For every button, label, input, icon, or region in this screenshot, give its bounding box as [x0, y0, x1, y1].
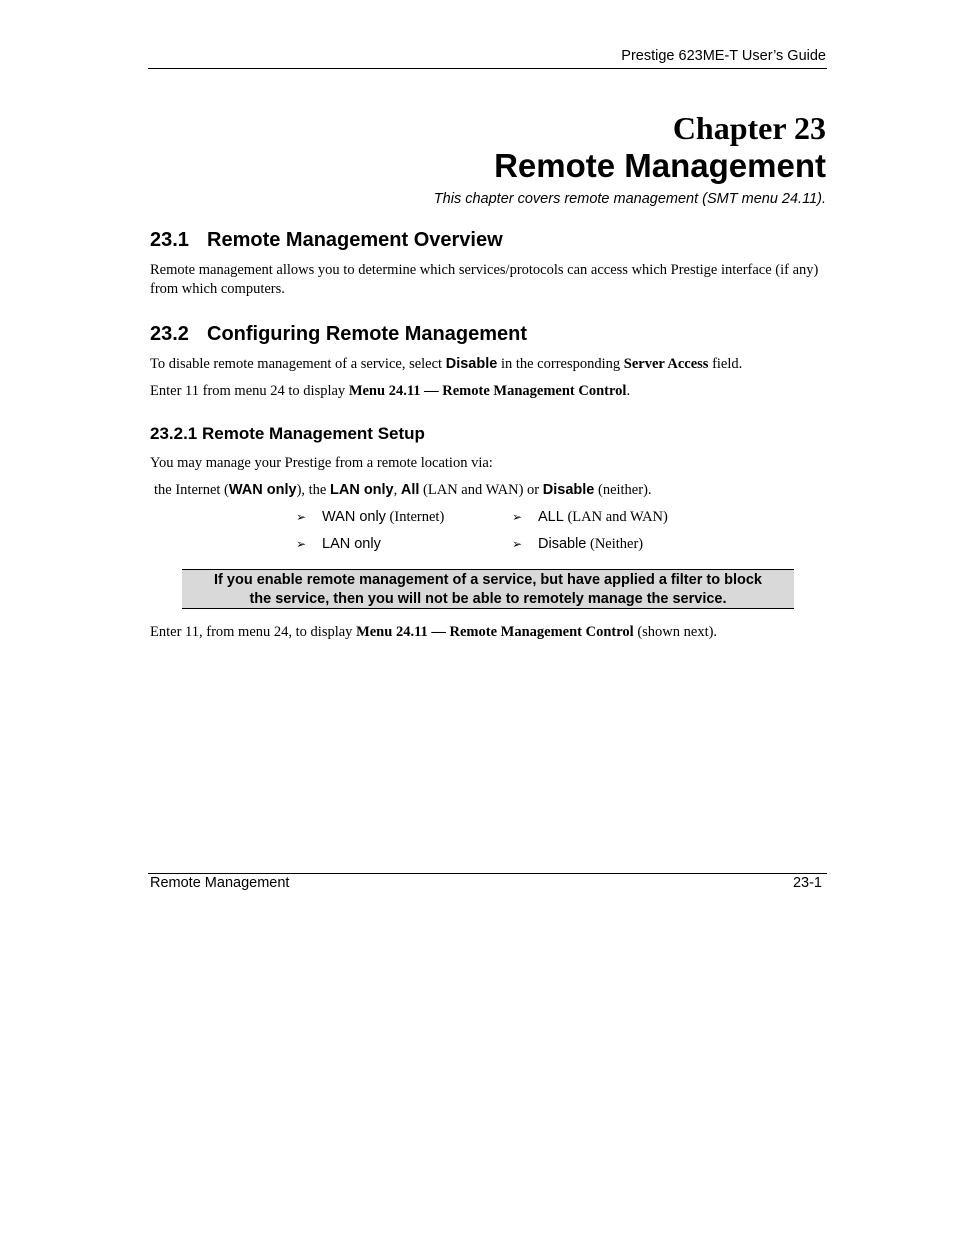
chapter-number: Chapter 23 [672, 110, 826, 146]
arrow-bullet-icon: ➢ [512, 537, 523, 551]
closing-paragraph [150, 623, 826, 642]
option-name: ALL [538, 509, 564, 525]
text-run: (shown next). [633, 624, 718, 640]
options-sentence [154, 481, 830, 500]
ui-term-wan-only: WAN only [228, 482, 297, 498]
section-title: Configuring Remote Management [207, 323, 528, 345]
text-run: the Internet ( [154, 482, 229, 498]
header-rule [148, 68, 827, 69]
arrow-bullet-icon: ➢ [296, 537, 307, 551]
ui-term-disable: Disable [445, 356, 498, 372]
text-run: field. [708, 356, 743, 372]
ui-term-lan-only: LAN only [329, 482, 394, 498]
option-lan-only [296, 536, 381, 553]
note-line-1: If you enable remote management of a service, but have applied a filter to block [214, 572, 762, 588]
option-wan-only [296, 509, 444, 526]
intro-paragraph: You may manage your Prestige from a remote location via: [150, 455, 493, 471]
option-description: (Internet) [385, 509, 445, 525]
option-all [512, 509, 668, 526]
text-run: (LAN and WAN) or [419, 482, 543, 498]
section-title: Remote Management Overview [207, 229, 503, 251]
chapter-subtitle: This chapter covers remote management (SMT menu 24.11). [433, 191, 826, 207]
option-name: LAN only [322, 536, 381, 552]
menu-paragraph [150, 382, 826, 401]
footer-rule [148, 873, 827, 874]
footer-chapter-name: Remote Management [150, 875, 290, 891]
text-run: in the corresponding [497, 356, 624, 372]
text-run: , [393, 482, 401, 498]
menu-reference: Menu 24.11 — Remote Management Control [348, 383, 627, 399]
text-run: Enter 11, from menu 24, to display [150, 624, 357, 640]
arrow-bullet-icon: ➢ [296, 510, 307, 524]
note-line-2: the service, then you will not be able to remotely manage the service. [249, 591, 727, 607]
ui-term-server-access: Server Access [623, 356, 709, 372]
option-description: (Neither) [586, 536, 644, 552]
ui-term-all: All [400, 482, 420, 498]
option-name: Disable [538, 536, 587, 552]
section-heading-configuring [150, 322, 527, 346]
section-heading-overview [150, 228, 503, 252]
running-header: Prestige 623ME-T User’s Guide [621, 48, 826, 64]
option-description: (LAN and WAN) [563, 509, 668, 525]
option-disable [512, 536, 643, 553]
ui-term-disable: Disable [542, 482, 595, 498]
chapter-title: Remote Management [494, 147, 826, 184]
arrow-bullet-icon: ➢ [512, 510, 523, 524]
text-run: Enter 11 from menu 24 to display [150, 383, 349, 399]
text-run: To disable remote management of a service, select [150, 356, 446, 372]
note-box [182, 569, 794, 609]
overview-paragraph: Remote management allows you to determine which services/protocols can access which Prestige interface (if any) from which computers. [150, 262, 819, 297]
subsection-heading: 23.2.1 Remote Management Setup [150, 424, 425, 443]
menu-reference: Menu 24.11 — Remote Management Control [356, 624, 634, 640]
section-number: 23.2 [150, 323, 189, 345]
footer-page-number: 23-1 [792, 875, 822, 891]
disable-paragraph [150, 355, 826, 374]
text-run: (neither). [594, 482, 652, 498]
section-number: 23.1 [150, 229, 189, 251]
option-name: WAN only [322, 509, 386, 525]
text-run: . [626, 383, 631, 399]
text-run: ), the [296, 482, 330, 498]
